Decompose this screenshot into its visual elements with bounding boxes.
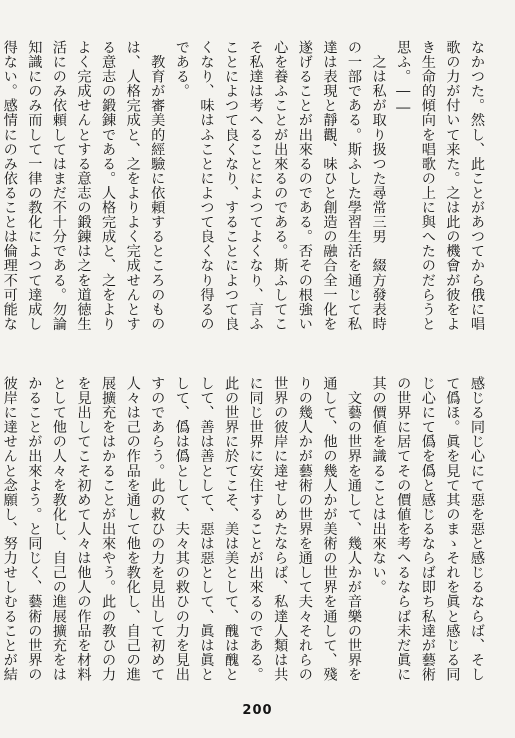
page-number: 200 (242, 703, 273, 718)
lower-text-block: 感じる同じ心にて惡を惡と感じるならば、そして僞ほ。眞を見て其のまゝそれを眞と感じる同じ心にて僞を僞と感じるならば即ち私達が藝術の世界に居てその價値を考へるならば未だ眞に其の價値を識ることは出來ない。 文藝の世界を通して、幾人かが音樂の世界を通して、他の幾人かが美術の世界を通して、殘りの幾人かが藝術の世界を通して夫々それらの世界の彼岸に達せしめたならば、私達人類は共に同じ世界に安住することが出來るのである。此の世界に於てこそ、美は美として、醜は醜として、善は善として、惡は惡として、眞は眞として、僞は僞として、夫々其の救ひの力を見出すのであらう。此の救ひの力を見出して初めて人々は己の作品を通して他を教化し、自己の進展擴充をはかることが出來やう。此の教ひの力を見出してこそ初めて人々は他人の作品を材料として他の人々を教化し、自己の進展擴充をはかることが出來よう。と同じく、藝術の世界の彼岸に達せんと念願し、努力せしむることが結 (1, 376, 485, 682)
upper-text-block: なかつた。然し、此ことがあつてから俄に唱歌の力が付いて来た。之は此の機會が彼をよき生命的傾向を唱歌の上に與へたのだらうと思ふ。―― 之は私が取り扱つた尋常三男 綴方發表時の一部である。斯ふした學習生活を通じて私達は表現と靜觀、味ひと創造の融合全一化を遂げることが出來るのである。否その根強い心を養ふことが出來るのである。斯ふしてこそ私達は考へることによつてよくなり、言ふことによつて良くなり、することによつて良くなり、味はふことによつて良くなり得るのである。 教育が審美的經驗に依頼するところのものは、人格完成と、之をよりよく完成せんとする意志の鍛錬である。人格完成と、之をよりよく完成せんとする意志の鍛錬は之を道徳生活にのみ依頼してはまだ不十分である。勿論知識にのみ而して一律の教化によつて達成し得ない。感情にのみ依ることは倫理不可能な (1, 40, 485, 331)
